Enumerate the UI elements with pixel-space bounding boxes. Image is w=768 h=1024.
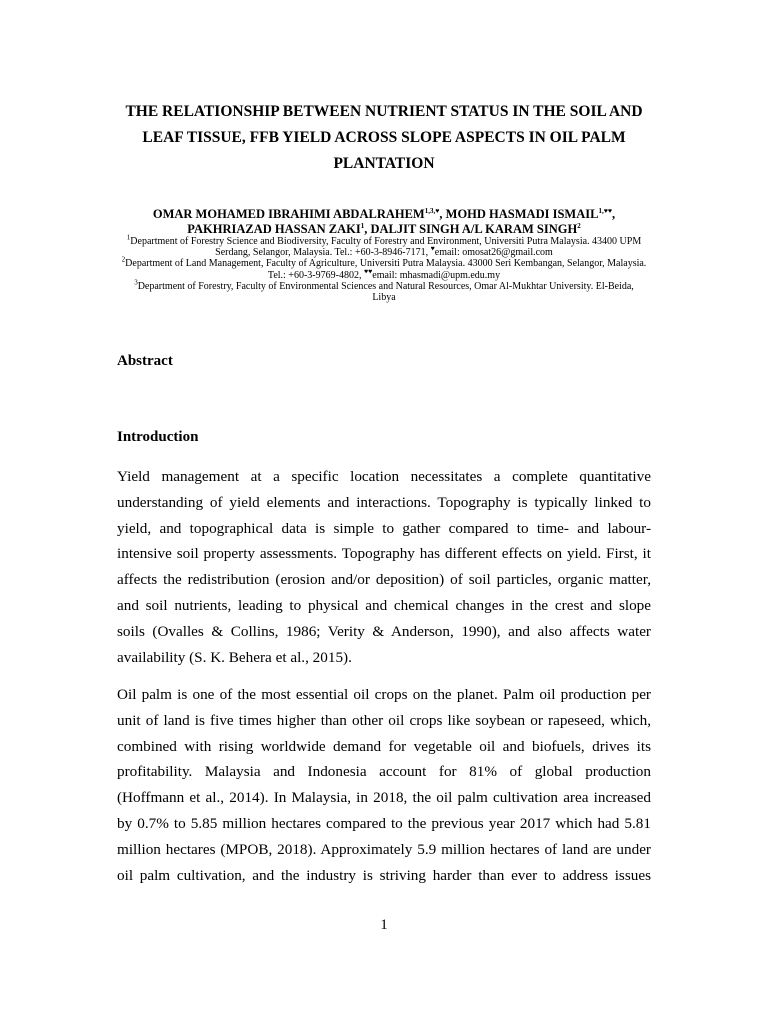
author-affiliation-mark: 1,3,♥ (424, 206, 440, 215)
title-line-3: PLANTATION (333, 155, 435, 172)
affiliation-number: 1 (126, 233, 131, 242)
text-line: unit of land is five times higher than other oil crops like soybean or rapeseed, which, (117, 711, 651, 729)
text-line: profitability. Malaysia and Indonesia account for 81% of global production (117, 763, 651, 781)
author-name: PAKHRIAZAD HASSAN ZAKI (187, 222, 361, 236)
affiliation-email: email: omosat26@gmail.com (434, 247, 553, 259)
author-separator: , (364, 222, 371, 236)
text-line: availability (S. K. Behera et al., 2015). (117, 648, 352, 666)
text-line: million hectares (MPOB, 2018). Approximately 5.9 million hectares of land are under (117, 840, 651, 858)
author-affiliation-mark: 1,♥♥ (598, 206, 612, 215)
heart-icon: ♥ (430, 244, 435, 253)
text-line: (Hoffmann et al., 2014). In Malaysia, in 2018, the oil palm cultivation area increased (117, 789, 651, 807)
text-line: affects the redistribution (erosion and/or deposition) of soil particles, organic matter, (117, 571, 651, 589)
affiliation-3-line-2: Libya (372, 292, 396, 304)
text-line: intensive soil property assessments. Topography has different effects on yield. First, it (117, 545, 651, 563)
author-separator: , (612, 207, 616, 221)
affiliation-number: 3 (134, 278, 138, 287)
introduction-paragraph-1 (117, 464, 651, 670)
affiliation-number: 2 (121, 256, 126, 265)
abstract-heading: Abstract (117, 353, 173, 369)
affiliation-text: Serdang, Selangor, Malaysia. Tel.: +60-3-8946-7171, (215, 247, 431, 259)
introduction-heading: Introduction (117, 429, 199, 445)
page-number: 1 (380, 917, 388, 933)
affiliation-text: Department of Forestry Science and Biodiversity, Faculty of Forestry and Environment, Universiti Putra Malaysia. 43400 UPM (130, 236, 642, 247)
author-line-1 (100, 207, 668, 222)
affiliation-2-line-1 (110, 258, 658, 269)
author-line-2 (100, 222, 668, 237)
affiliations (110, 233, 658, 304)
text-line: combined with rising worldwide demand for vegetable oil and biofuels, drives its (117, 737, 651, 755)
affiliation-text: Department of Land Management, Faculty of Agriculture, Universiti Putra Malaysia. 43000 Seri Kembangan, Selangor, Malaysia. (125, 258, 647, 270)
text-line: yield, and topographical data is simple to gather compared to time- and labour- (117, 519, 651, 537)
author-name: MOHD HASMADI ISMAIL (445, 207, 599, 221)
text-line: understanding of yield elements and interactions. Topography is typically linked to (117, 493, 651, 511)
text-line: Yield management at a specific location necessitates a complete quantitative (117, 468, 651, 485)
text-line: Oil palm is one of the most essential oil crops on the planet. Palm oil production per (117, 686, 651, 703)
title-line-1: THE RELATIONSHIP BETWEEN NUTRIENT STATUS IN THE SOIL AND (125, 103, 643, 120)
author-name: DALJIT SINGH A/L KARAM SINGH (370, 222, 578, 236)
text-line: oil palm cultivation, and the industry is striving harder than ever to address issues (117, 866, 651, 884)
text-line: by 0.7% to 5.85 million hectares compared to the previous year 2017 which had 5.81 (117, 814, 651, 832)
author-separator: , (439, 207, 446, 221)
author-affiliation-mark: 1 (360, 221, 365, 230)
introduction-paragraph-2 (117, 682, 651, 888)
author-affiliation-mark: 2 (577, 221, 581, 230)
title-line-2: LEAF TISSUE, FFB YIELD ACROSS SLOPE ASPECTS IN OIL PALM (142, 129, 626, 146)
text-line: soils (Ovalles & Collins, 1986; Verity & Anderson, 1990), and also affects water (117, 622, 651, 640)
paper-title (100, 99, 668, 177)
affiliation-email: email: mhasmadi@upm.edu.my (372, 269, 501, 281)
affiliation-3-line-1 (110, 278, 658, 292)
heart-icon: ♥♥ (363, 267, 373, 276)
author-list (100, 207, 668, 237)
affiliation-1-line-1 (110, 233, 658, 247)
text-line: and soil nutrients, leading to physical and chemical changes in the crest and slope (117, 596, 651, 614)
affiliation-1-line-2 (110, 244, 658, 259)
affiliation-text: Department of Forestry, Faculty of Environmental Sciences and Natural Resources, Omar Al-Mukhtar University. El-Beida, (137, 280, 634, 292)
affiliation-text: Tel.: +60-3-9769-4802, (267, 269, 364, 281)
author-name: OMAR MOHAMED IBRAHIMI ABDALRAHEM (152, 207, 425, 221)
affiliation-2-line-2 (110, 267, 658, 281)
